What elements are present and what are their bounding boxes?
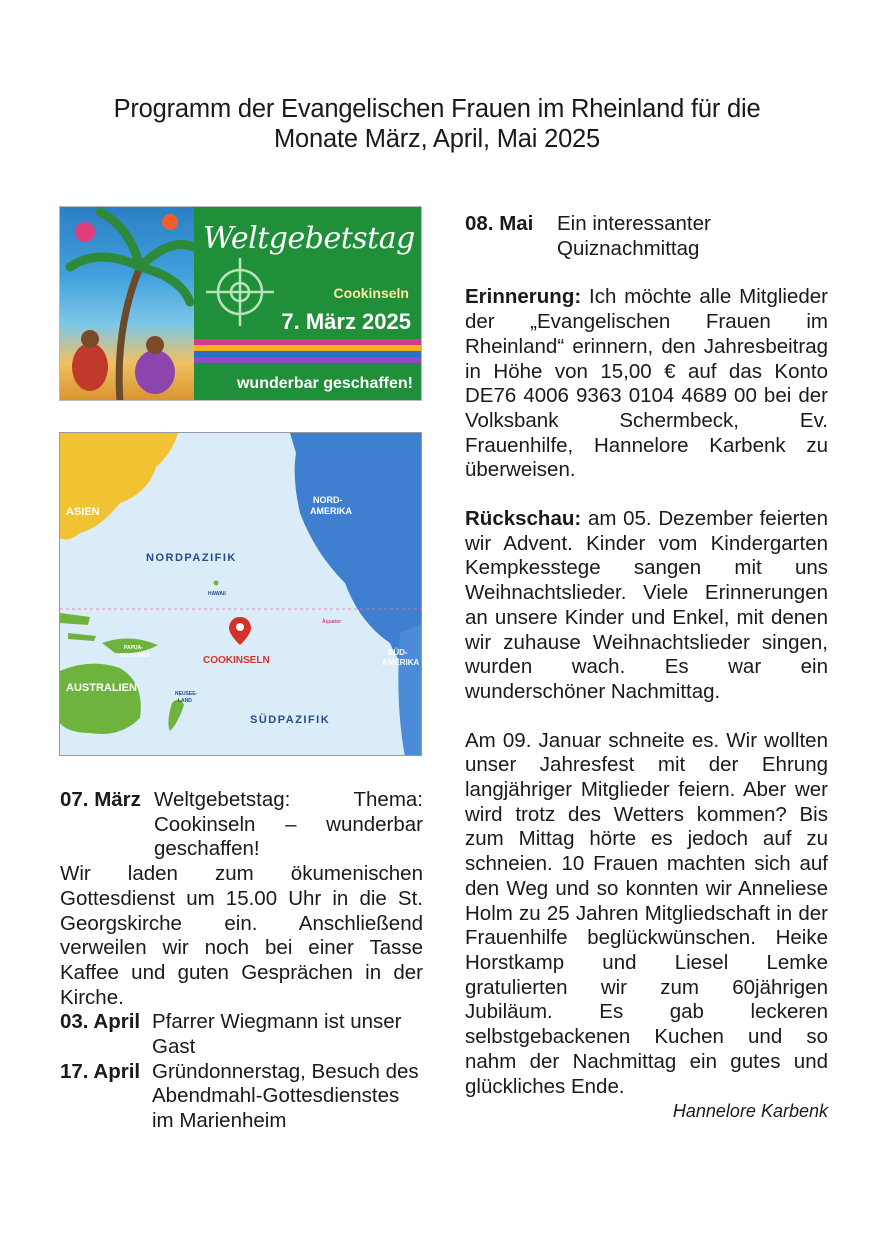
label-north-pacific: NORDPAZIFIK [146,552,237,564]
land-islands [60,613,96,641]
reminder-label: Erinnerung: [465,285,582,309]
map-graphic [60,433,422,756]
event-date: 08. Mai [465,212,534,235]
label-png-2: NEUGUINEA [120,653,151,659]
label-north-america-2: AMERIKA [310,506,352,516]
weltgebetstag-banner [59,206,422,401]
page-title-line-1: Programm der Evangelischen Frauen im Rheinland für die [113,95,761,123]
review-paragraph [465,507,828,705]
label-asia: ASIEN [66,506,100,518]
label-equator: Äquator [322,619,342,625]
left-column [60,788,423,1134]
label-north-america-1: NORD- [313,495,343,505]
january-paragraph: Am 09. Januar schneite es. Wir wollten unser Jahresfest mit der Ehrung langjähriger Mitglieder feiern. Aber wer wird trotz des Wetters kommen? Bis zum Mittag hörte es jedoch auf zu schneien. 10 Frauen machten sich auf den Weg und so konnten wir Anneliese Holm zu 25 Jahren Mitgliedschaft in der Frauenhilfe beglückwünschen. Heike Horstkamp und Liesel Lemke gratulierten wir zum 60jährigen Jubiläum. Es gab leckeren selbstgebackenen Kuchen und so nahm der Nachmittag ein gutes und glückliches Ende. [465,728,828,1098]
event-text: Ein interessanter Quiznachmittag [557,212,711,260]
event-date: 17. April [60,1059,141,1083]
banner-stripe [194,357,422,363]
pacific-map [59,432,422,756]
event-entry [60,1010,423,1059]
banner-date: 7. März 2025 [281,309,411,334]
review-label: Rückschau: [465,507,582,531]
label-png-1: PAPUA- [124,645,143,651]
right-column [465,212,828,1123]
label-cook-islands: COOKINSELN [203,655,270,666]
cook-islands-marker-icon [229,617,251,645]
land-new-zealand [168,699,184,731]
event-entry [60,788,423,862]
banner-tagline: wunderbar geschaffen! [236,375,413,392]
event-text: Gründonnerstag, Besuch des Abendmahl-Gottesdienstes im Marienheim [152,1059,419,1133]
review-text: am 05. Dezember feierten wir Advent. Kinder vom Kindergarten Kempkesstege sangen mit uns Weihnachtslieder. Viele Erinnerungen an unsere Kinder und Enkel, mit denen wir zuhause Weihnachtslieder singen, wurden wach. Es war ein wunderschöner Nachmittag. [465,507,828,703]
event-date: 07. März [60,788,141,811]
palm-beach-illustration [60,207,194,401]
banner-title: Weltgebetstag [203,221,415,256]
event-entry [60,1060,423,1134]
land-australia [60,664,141,734]
reminder-text: Ich möchte alle Mitglieder der „Evangelischen Frauen im Rheinland“ erinnern, den Jahresbeitrag in Höhe von 15,00 € auf das Konto DE76 4006 9363 0104 4689 00 bei der Volksbank Schermbeck, Ev. Frauenhilfe, Hannelore Karbenk zu überweisen. [465,285,828,482]
event-description: Wir laden zum ökumenischen Gottesdienst um 15.00 Uhr in die St. Georgskirche ein. Anschließend verweilen wir noch bei einer Tasse Kaffee und guten Gesprächen in der Kirche. [60,862,423,1009]
label-new-zealand-2: LAND [178,698,192,704]
label-south-america-1: SÜD- [388,648,408,657]
label-south-america-2: AMERIKA [382,658,420,667]
author-signature: Hannelore Karbenk [672,1101,828,1122]
label-south-pacific: SÜDPAZIFIK [250,714,331,726]
page-title [0,94,874,154]
page-title-line-2: Monate März, April, Mai 2025 [273,125,601,153]
label-new-zealand-1: NEUSEE- [175,691,198,697]
reminder-paragraph [465,285,828,483]
event-date: 03. April [60,1010,141,1034]
event-entry [465,212,828,261]
banner-place: Cookinseln [333,285,409,301]
label-australia: AUSTRALIEN [66,682,137,694]
event-text: Weltgebetstag: Thema: Cookinseln – wunderbar geschaffen! [154,788,423,861]
label-hawaii: HAWAII [208,591,226,597]
land-south-america [398,623,422,756]
banner-photo [60,207,194,401]
event-text: Pfarrer Wiegmann ist unser Gast [152,1010,402,1059]
land-asia [60,433,178,540]
